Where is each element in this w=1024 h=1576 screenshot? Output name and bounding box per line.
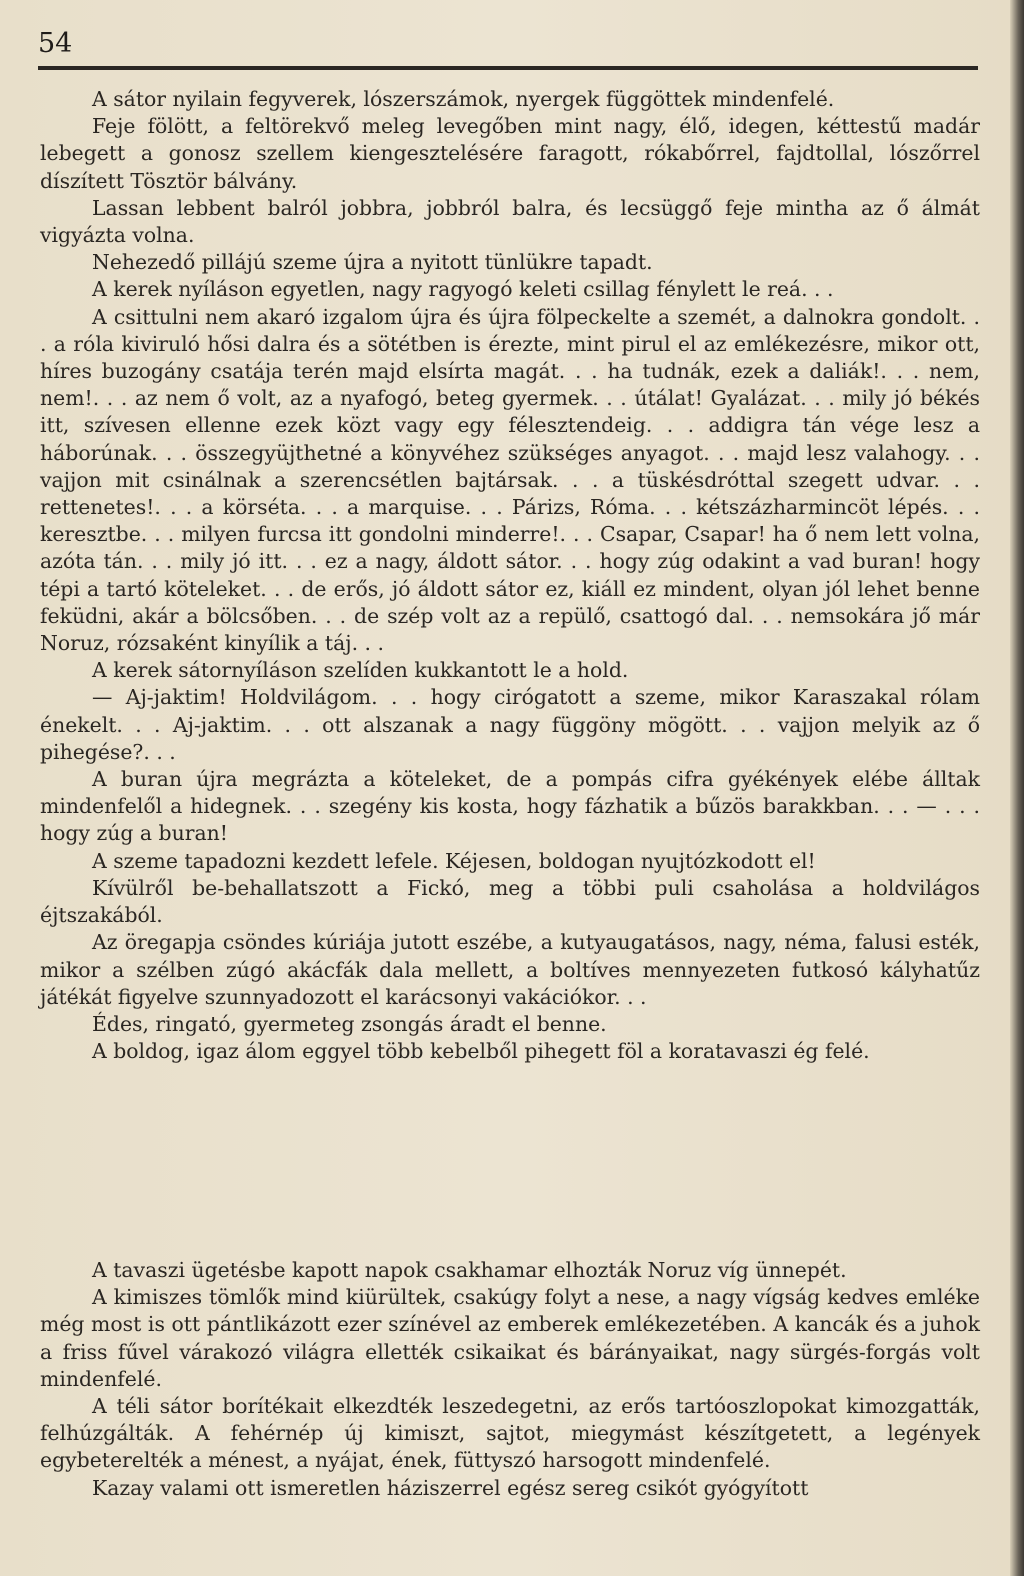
paragraph: A boldog, igaz álom eggyel több kebelből pihegett föl a koratavaszi ég felé. xyxy=(92,1039,870,1064)
paragraph: Feje fölött, a feltörekvő meleg levegőben mint nagy, élő, idegen, kéttestű madár lebegett a gonosz szellem kiengesztelésére faragott, rókabőrrel, fajdtollal, lószőrrel díszített Tösztör bálvány. xyxy=(40,114,980,193)
paragraph: A csittulni nem akaró izgalom újra és újra fölpeckelte a szemét, a dalnokra gondolt. . . a róla kiviruló hősi dalra és a sötétben is érezte, mint pirul el az emlékezésre, mikor ott, híres buzogány csatája terén majd elsírta magát. . . ha tudnák, ezek a daliák!. . . nem, nem!. . . az nem ő volt, az a nyafogó, beteg gyermek. . . útálat! Gyalázat. . . mily jó békés itt, szívesen ellenne ezek közt vagy egy félesztendeig. . . addigra tán vége lesz a háborúnak. . . összegyüjthetné a könyvéhez szükséges anyagot. . . majd lesz valahogy. . . vajjon mit csinálnak a szerencsétlen bajtársak. . . a tüskésdróttal szegett udvar. . . rettenetes!. . . a körséta. . . a marquise. . . Párizs, Róma. . . kétszázharmincöt lépés. . . keresztbe. . . milyen furcsa itt gondolni minderre!. . . Csapar, Csapar! ha ő nem lett volna, azóta tán. . . mily jó itt. . . ez a nagy, áldott sátor. . . hogy zúg odakint a vad buran! hogy tépi a tartó köteleket. . . de erős, jó áldott sátor ez, kiáll ez mindent, olyan jól lehet benne feküdni, akár a bölcsőben. . . de szép volt az a repülő, csattogó dal. . . nemsokára jő már Noruz, rózsaként kinyílik a táj. . . xyxy=(40,304,980,656)
paragraph: A sátor nyilain fegyverek, lószerszámok, nyergek függöttek mindenfelé. xyxy=(92,87,835,111)
paragraph: Az öregapja csöndes kúriája jutott eszébe, a kutyaugatásos, nagy, néma, falusi esték, mikor a szélben zúgó akácfák dala mellett, a boltíves mennyezeten futkosó kályhatűz játékát figyelve szunnyadozott el karácsonyi vakációkor. . . xyxy=(40,930,980,1009)
text-section-2 xyxy=(40,1257,980,1502)
paragraph: A buran újra megrázta a köteleket, de a pompás cifra gyékények elébe álltak mindenfelől a hidegnek. . . szegény kis kosta, hogy fázhatik a bűzös barakkban. . . — . . . hogy zúg a buran! xyxy=(40,767,980,846)
paragraph: Lassan lebbent balról jobbra, jobbról balra, és lecsüggő feje mintha az ő álmát vigyázta volna. xyxy=(40,195,980,248)
paragraph: Kívülről be-behallatszott a Fickó, meg a többi puli csaholása a holdvilágos éjtszakából. xyxy=(40,875,980,928)
paragraph: Édes, ringató, gyermeteg zsongás áradt el benne. xyxy=(92,1011,607,1036)
paragraph: A kerek nyíláson egyetlen, nagy ragyogó keleti csillag fénylett le reá. . . xyxy=(92,277,834,302)
paragraph: A téli sátor borítékait elkezdték leszedegetni, az erős tartóoszlopokat kimozgatták, felhúzgálták. A fehérnép új kimiszt, sajtot, miegymást készítgetett, a legények egybeterelték a ménest, a nyájat, ének, füttyszó harsogott mindenfelé. xyxy=(40,1394,980,1473)
paragraph: A kimiszes tömlők mind kiürültek, csakúgy folyt a nese, a nagy vígság kedves emléke még most is ott pántlikázott ezer színével az emberek emlékezetében. A kancák és a juhok a friss fűvel várakozó világra ellették csikaikat és bárányaikat, nagy sürgés-forgás volt mindenfelé. xyxy=(40,1285,980,1391)
paragraph: A szeme tapadozni kezdett lefele. Kéjesen, boldogan nyujtózkodott el! xyxy=(92,848,816,873)
header-rule xyxy=(38,66,978,70)
paragraph: — Aj-jaktim! Holdvilágom. . . hogy cirógatott a szeme, mikor Karaszakal rólam énekelt. . . Aj-jaktim. . . ott alszanak a nagy függöny mögött. . . vajjon melyik az ő pihegése?. . . xyxy=(40,685,980,764)
text-section-1 xyxy=(40,86,980,1065)
paragraph: Kazay valami ott ismeretlen háziszerrel egész sereg csikót gyógyított xyxy=(92,1475,809,1500)
paragraph: A kerek sátornyíláson szelíden kukkantott le a hold. xyxy=(92,658,629,683)
paragraph: Nehezedő pillájú szeme újra a nyitott tünlükre tapadt. xyxy=(92,250,653,275)
paragraph: A tavaszi ügetésbe kapott napok csakhamar elhozták Noruz víg ünnepét. xyxy=(92,1258,847,1282)
page-number: 54 xyxy=(38,28,73,59)
page-edge-shadow xyxy=(1010,0,1024,1576)
